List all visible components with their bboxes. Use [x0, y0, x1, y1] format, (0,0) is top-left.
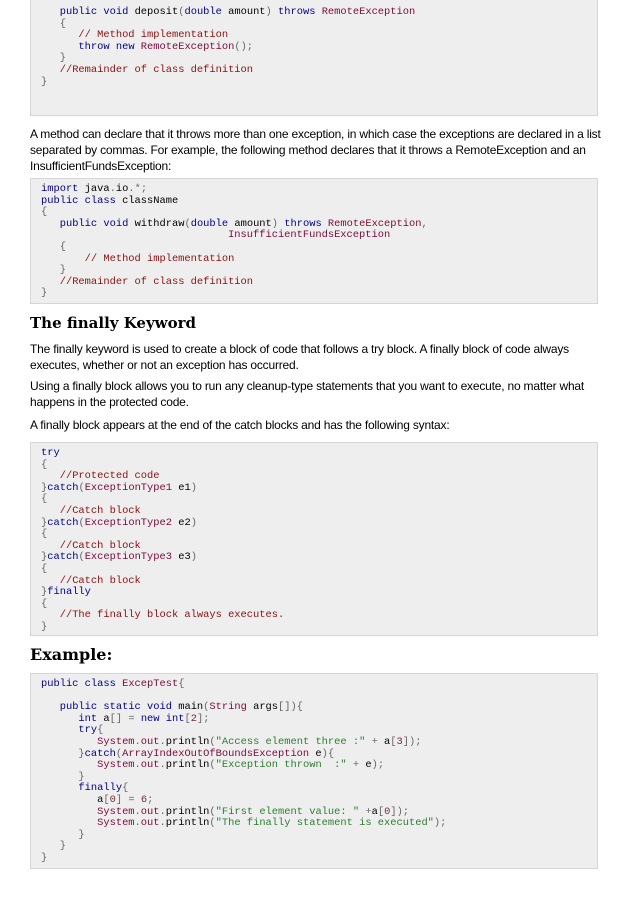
code-token: } [41, 770, 85, 783]
code-token: catch [47, 481, 79, 494]
code-token: ( [178, 6, 185, 18]
code-line [41, 77, 597, 89]
code-token: println [165, 817, 210, 830]
code-token [41, 540, 60, 552]
code-token: a [97, 793, 104, 806]
code-token: java [84, 183, 110, 195]
code-token: try [41, 447, 60, 459]
code-token: } [41, 551, 48, 564]
code-token: ( [78, 481, 85, 494]
code-token: .*; [128, 183, 148, 195]
code-token: } [41, 747, 85, 760]
code-token: + [365, 735, 385, 748]
code-token: ]); [390, 805, 410, 818]
code-block-deposit [30, 0, 598, 116]
code-token [41, 782, 78, 794]
code-token: } [41, 264, 66, 277]
code-token: { [41, 562, 48, 575]
code-token: (); [234, 40, 254, 53]
code-token: ExceptionType2 [84, 516, 179, 529]
code-token: RemoteException [321, 6, 416, 18]
code-token [41, 41, 78, 53]
code-token: . [134, 759, 141, 772]
code-token: ( [78, 551, 85, 564]
paragraph-multiple-exceptions: A method can declare that it throws more than one exception, in which case the exceptions are declared in a list separated by commas. For example, the following method declares that it throws a RemoteException and an InsufficientFundsException: [30, 127, 601, 173]
code-token: //Remainder of class definition [59, 63, 254, 76]
code-block-finally-syntax [30, 442, 598, 636]
code-token: "Exception thrown :" [215, 759, 347, 772]
code-token: deposit [134, 6, 179, 18]
code-token: } [41, 52, 66, 65]
code-token: println [165, 805, 210, 818]
code-token: int [165, 712, 185, 725]
code-token: println [165, 735, 210, 748]
code-token: void [103, 217, 135, 230]
code-token: 3 [396, 735, 403, 748]
code-token: public [59, 6, 104, 18]
code-token: } [41, 586, 48, 599]
code-token: System [97, 817, 135, 830]
paragraph-finally-usage: Using a finally block allows you to run any cleanup-type statements that you want to execute, no matter what happens in the protected code. [30, 379, 585, 409]
code-token: className [122, 194, 179, 207]
code-token: amount [228, 6, 266, 18]
code-token: int [78, 712, 104, 725]
code-token: // Method implementation [78, 29, 229, 42]
code-line [41, 587, 597, 599]
code-token: out [140, 735, 160, 748]
code-token: + [346, 759, 366, 772]
code-line [41, 830, 597, 842]
code-token: RemoteException [140, 40, 235, 53]
code-token: { [41, 493, 48, 506]
code-token: a [103, 712, 110, 725]
code-token: [ [103, 793, 110, 806]
code-token [41, 64, 60, 76]
code-token: println [165, 759, 210, 772]
code-token: [] = [109, 712, 141, 725]
code-token: [ [184, 712, 191, 725]
code-token: try [78, 724, 98, 737]
code-token: [ [390, 735, 397, 748]
code-token [41, 229, 228, 241]
code-token: ){ [321, 747, 335, 760]
code-token: ; [147, 793, 154, 806]
heading-example: Example: [30, 645, 113, 664]
code-token [41, 29, 78, 41]
code-line [41, 196, 597, 208]
code-token: double [184, 6, 229, 18]
code-token: class [84, 678, 123, 690]
code-token: e [315, 747, 322, 760]
code-token: "First element value: " [215, 805, 360, 818]
code-token: . [109, 183, 116, 195]
code-token: { [178, 678, 185, 690]
code-token: finally [47, 586, 91, 599]
code-token: } [41, 828, 85, 841]
code-token: String [209, 701, 254, 714]
code-token: ( [209, 759, 216, 772]
code-token: ( [115, 747, 123, 760]
code-token [41, 276, 60, 288]
code-line [41, 714, 597, 726]
code-token: { [41, 597, 48, 610]
code-token: System [97, 759, 135, 772]
code-token: io [115, 183, 129, 195]
code-line [41, 277, 597, 289]
code-token: out [140, 817, 160, 830]
code-token: void [103, 6, 135, 18]
code-block-example [30, 673, 598, 869]
code-line [41, 760, 597, 772]
code-token: } [41, 620, 48, 633]
code-token: ExcepTest [122, 678, 179, 690]
code-token: throw [78, 40, 116, 53]
code-token: ] = [115, 793, 141, 806]
code-token: , [421, 217, 428, 230]
code-token: public [59, 217, 104, 230]
code-token: // Method implementation [84, 252, 235, 265]
code-line [41, 610, 597, 622]
code-token: void [147, 701, 179, 714]
code-token: catch [84, 747, 116, 760]
code-token: e1 [178, 481, 191, 494]
code-token: e3 [178, 551, 191, 564]
code-token: new [140, 712, 166, 725]
code-token: []){ [278, 701, 303, 714]
code-token: out [140, 759, 160, 772]
code-token: e2 [178, 516, 191, 529]
code-token: . [134, 805, 141, 818]
code-token: public [59, 701, 104, 714]
code-token: "Access element three :" [215, 735, 366, 748]
code-token: 2 [190, 712, 197, 725]
code-token: . [159, 817, 166, 830]
code-token [41, 759, 97, 771]
code-token: InsufficientFundsException [228, 229, 391, 242]
code-line [41, 841, 597, 853]
code-token [41, 253, 85, 265]
code-token: ) [190, 481, 197, 494]
code-token: { [122, 782, 129, 795]
code-token: public [41, 194, 85, 207]
code-token: ExceptionType3 [84, 551, 179, 564]
code-token: a [371, 805, 378, 818]
code-token: { [41, 240, 66, 253]
code-token: //Remainder of class definition [59, 275, 254, 288]
code-token: new [115, 40, 141, 53]
code-token: //Catch block [59, 539, 141, 552]
code-token [41, 609, 60, 621]
code-token: ( [209, 805, 216, 818]
code-token: out [140, 805, 160, 818]
code-line [41, 679, 597, 691]
code-token: ]; [196, 712, 210, 725]
code-token: ( [184, 217, 191, 230]
code-token: //Catch block [59, 504, 141, 517]
code-token: { [41, 206, 48, 219]
code-token: import [41, 183, 85, 195]
code-token: //Protected code [59, 470, 160, 483]
code-token: main [178, 701, 204, 714]
code-token: RemoteException [327, 217, 422, 230]
code-token: class [84, 194, 123, 207]
code-line [41, 288, 597, 300]
code-token: . [134, 735, 141, 748]
code-token: args [253, 701, 279, 714]
code-token: throws [278, 6, 322, 18]
code-token: ) [271, 217, 285, 230]
code-token: finally [78, 782, 123, 795]
code-token: static [103, 701, 148, 714]
code-token: . [159, 805, 166, 818]
code-token: public [41, 678, 85, 690]
code-token [41, 701, 60, 713]
code-token: [ [377, 805, 385, 818]
code-line [41, 622, 597, 634]
code-token: ( [209, 817, 216, 830]
code-line [41, 254, 597, 266]
code-token: catch [47, 516, 79, 529]
code-token: ( [78, 516, 85, 529]
code-token: throws [284, 217, 328, 230]
code-token: ExceptionType1 [84, 481, 179, 494]
code-token: } [41, 516, 48, 529]
code-token: 6 [140, 793, 148, 806]
code-token: ) [265, 6, 279, 18]
code-token: ); [433, 817, 447, 830]
code-token: System [97, 805, 135, 818]
code-token: ); [371, 759, 385, 772]
code-line [41, 65, 597, 77]
code-line [41, 230, 597, 242]
code-token [41, 575, 60, 587]
code-line [41, 448, 597, 460]
code-block-withdraw [30, 178, 598, 304]
code-line [41, 818, 597, 830]
code-token [41, 470, 60, 482]
code-token: ) [190, 551, 197, 564]
code-token [41, 713, 78, 725]
code-token [41, 218, 60, 230]
code-line [41, 7, 597, 19]
code-token [41, 724, 78, 736]
code-token [41, 6, 60, 18]
code-token [41, 736, 97, 748]
code-token: withdraw [134, 217, 185, 230]
code-token: { [41, 458, 48, 471]
code-token: System [97, 735, 135, 748]
code-token: . [159, 735, 166, 748]
code-token [41, 817, 97, 829]
code-token: ( [209, 735, 216, 748]
code-token: ( [203, 701, 210, 714]
code-line [41, 576, 597, 588]
code-line [41, 853, 597, 865]
code-token: { [97, 724, 104, 737]
code-token: double [190, 217, 235, 230]
code-token: //Catch block [59, 574, 141, 587]
code-token: 0 [384, 805, 391, 818]
code-token: //The finally block always executes. [59, 609, 285, 622]
code-token: "The finally statement is executed" [215, 817, 434, 830]
code-token: } [41, 840, 66, 853]
paragraph-finally-description: The finally keyword is used to create a block of code that follows a try block. A finally block of code always executes, whether or not an exception has occurred. [30, 342, 569, 372]
code-token: . [134, 817, 141, 830]
code-token: } [41, 75, 48, 88]
code-token [41, 505, 60, 517]
code-token: } [41, 481, 48, 494]
code-token: amount [234, 217, 272, 230]
code-token: + [359, 805, 372, 818]
code-line [41, 42, 597, 54]
heading-finally-keyword: The finally Keyword [30, 314, 196, 332]
paragraph-finally-syntax-intro: A finally block appears at the end of the catch blocks and has the following syntax: [30, 418, 450, 432]
code-token: catch [47, 551, 79, 564]
code-token: { [41, 528, 48, 541]
code-token: ArrayIndexOutOfBoundsException [122, 747, 316, 760]
code-token: a [384, 735, 391, 748]
code-token: } [41, 851, 48, 864]
code-token: 0 [109, 793, 116, 806]
code-token [41, 806, 97, 818]
code-token: . [159, 759, 166, 772]
code-line [41, 552, 597, 564]
code-line [41, 483, 597, 495]
code-line [41, 518, 597, 530]
code-token: } [41, 287, 48, 300]
code-token: ]); [402, 735, 422, 748]
code-token: ) [190, 516, 197, 529]
code-token: { [41, 17, 66, 30]
code-token [41, 794, 97, 806]
code-token: e [365, 759, 372, 772]
